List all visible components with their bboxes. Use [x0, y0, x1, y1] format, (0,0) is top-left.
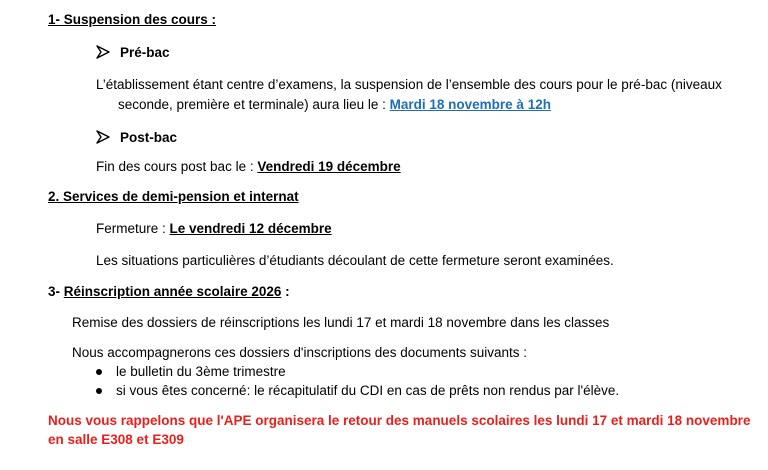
arrow-bullet-icon — [96, 45, 110, 59]
closure-line — [96, 220, 332, 238]
notice-line1: Nous vous rappelons que l'APE organisera le retour des manuels scolaires les lundi 17 et mardi 18 novembre — [48, 413, 751, 428]
prebac-title: Pré-bac — [120, 45, 170, 60]
submission-text: Remise des dossiers de réinscriptions les lundi 17 et mardi 18 novembre dans les classes — [72, 315, 610, 330]
section1-heading-line — [48, 11, 216, 29]
section1-heading: 1- Suspension des cours : — [48, 12, 217, 27]
section3-heading-line — [48, 283, 290, 301]
postbac-text-line — [96, 158, 401, 176]
section3-heading-prefix: 3- — [48, 284, 64, 299]
arrow-bullet-icon — [96, 130, 110, 144]
closure-note: Les situations particulières d’étudiants découlant de cette fermeture seront examinées. — [96, 253, 614, 268]
prebac-title-line — [96, 44, 170, 62]
closure-date: Le vendredi 12 décembre — [169, 221, 332, 236]
list-item: le bulletin du 3ème trimestre — [116, 364, 286, 379]
documents-intro: Nous accompagnerons ces dossiers d'inscriptions des documents suivants : — [72, 345, 528, 360]
bullet-icon — [96, 388, 102, 394]
postbac-text: Fin des cours post bac le : — [96, 159, 258, 174]
list-item: si vous êtes concerné: le récapitulatif du CDI en cas de prêts non rendus par l'élève. — [116, 383, 620, 398]
bullet-icon — [96, 369, 102, 375]
section2-heading: 2. Services de demi-pension et internat — [48, 189, 299, 204]
prebac-text: seconde, première et terminale) aura lieu le : — [118, 97, 390, 112]
prebac-date: Mardi 18 novembre à 12h — [389, 97, 551, 112]
notice-line2: en salle E308 et E309 — [48, 432, 184, 447]
section3-heading-suffix: : — [281, 284, 290, 299]
section3-heading: Réinscription année scolaire 2026 — [63, 284, 282, 299]
prebac-text-line2 — [118, 96, 551, 114]
postbac-title-line — [96, 129, 177, 147]
postbac-title: Post-bac — [120, 130, 178, 145]
prebac-text-line1: L’établissement étant centre d’examens, la suspension de l’ensemble des cours pour le pré-bac (niveaux — [96, 77, 722, 92]
closure-label: Fermeture : — [96, 221, 170, 236]
postbac-date: Vendredi 19 décembre — [257, 159, 401, 174]
section2-heading-line — [48, 188, 299, 206]
